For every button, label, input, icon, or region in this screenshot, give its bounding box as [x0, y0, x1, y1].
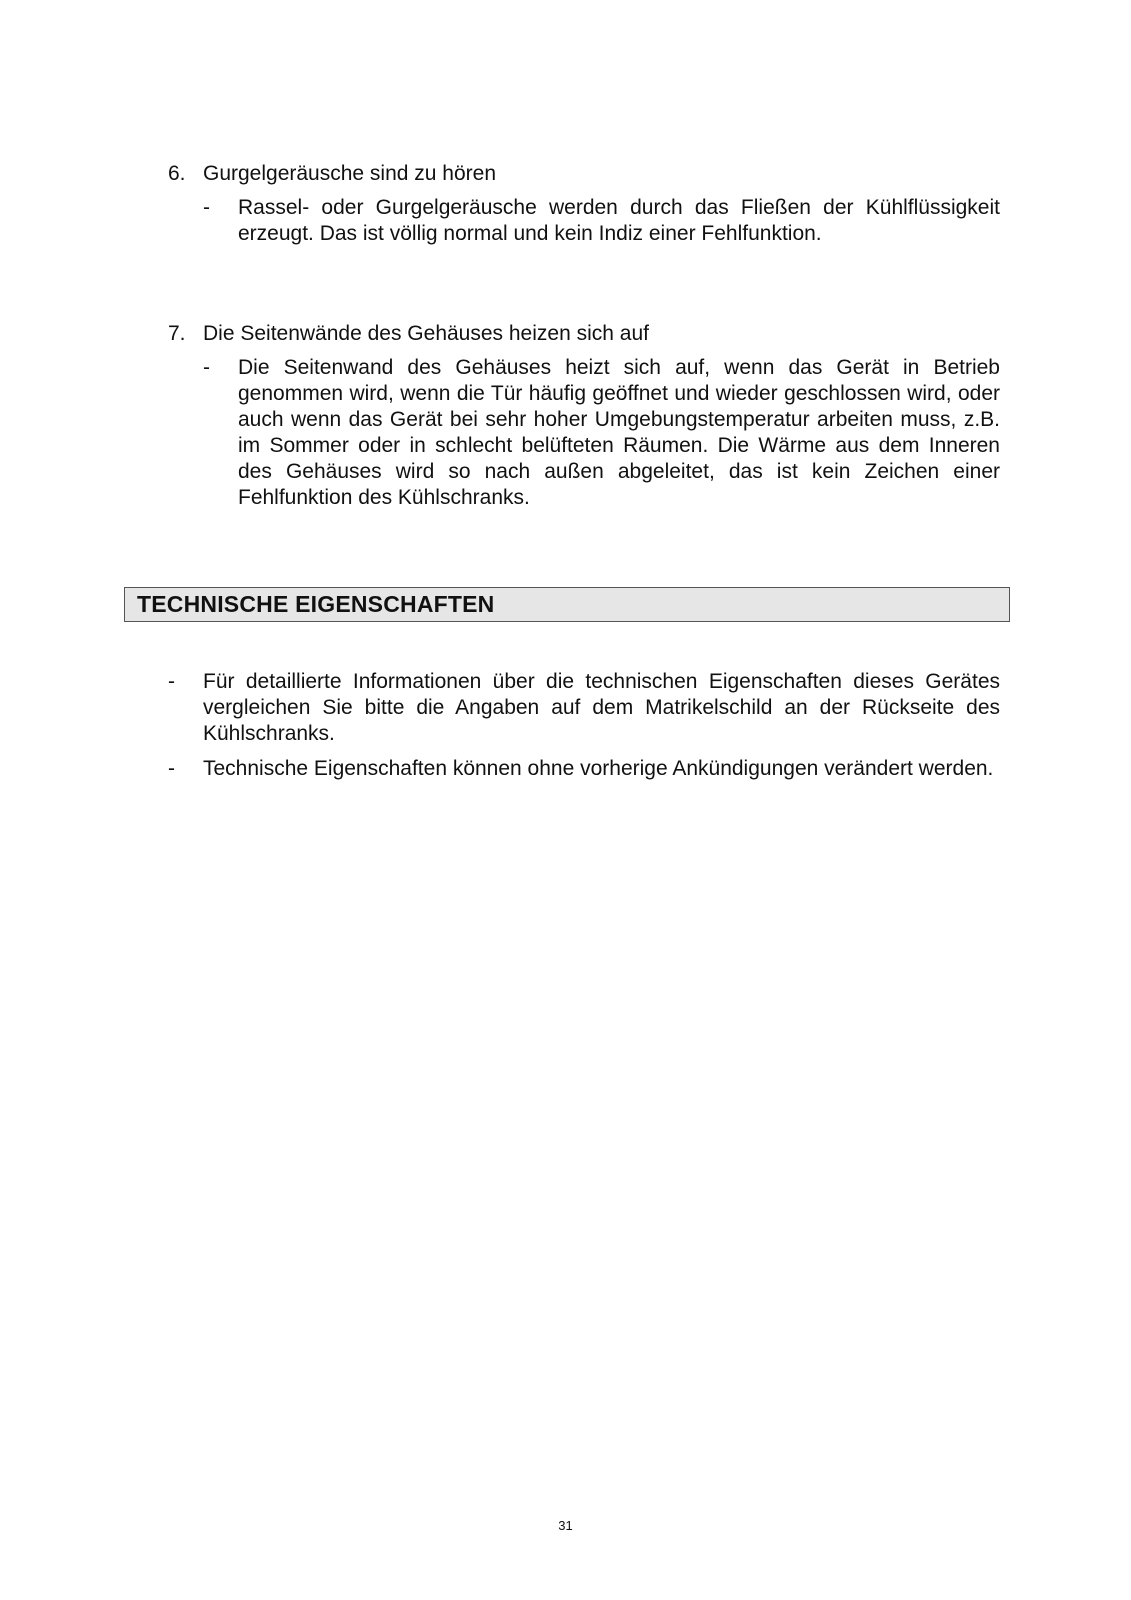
dash-marker: -: [203, 196, 210, 219]
numbered-item-7: [168, 321, 1000, 511]
list-item-text: Rassel- oder Gurgelgeräusche werden durch das Fließen der Kühlflüssigkeit erzeugt. Das ist völlig normal und kein Indiz einer Fehlfunktion.: [238, 196, 1000, 245]
item-heading: [168, 321, 1000, 347]
section-header-bar: [124, 587, 1010, 622]
section-title: TECHNISCHE EIGENSCHAFTEN: [137, 591, 495, 617]
list-item: [168, 195, 1000, 247]
item-heading: [168, 161, 1000, 187]
item-number: 6.: [168, 162, 186, 185]
item-heading-text: Die Seitenwände des Gehäuses heizen sich auf: [203, 322, 649, 345]
list-item-text: Technische Eigenschaften können ohne vorherige Ankündigungen verändert werden.: [203, 757, 994, 780]
page-number: 31: [558, 1518, 573, 1533]
list-item: [168, 355, 1000, 511]
item-number: 7.: [168, 322, 186, 345]
list-item-text: Für detaillierte Informationen über die technischen Eigenschaften dieses Gerätes vergleichen Sie bitte die Angaben auf dem Matrikelschild an der Rückseite des Kühlschranks.: [203, 670, 1000, 745]
list-item: [168, 756, 1000, 782]
section-bullet-list: [168, 669, 1000, 782]
item-heading-text: Gurgelgeräusche sind zu hören: [203, 162, 497, 185]
dash-marker: -: [168, 670, 175, 693]
numbered-item-6: [168, 161, 1000, 247]
dash-marker: -: [203, 356, 210, 379]
list-item: [168, 669, 1000, 747]
dash-marker: -: [168, 757, 175, 780]
list-item-text: Die Seitenwand des Gehäuses heizt sich auf, wenn das Gerät in Betrieb genommen wird, wenn die Tür häufig geöffnet und wieder geschlossen wird, oder auch wenn das Gerät bei sehr hoher Umgebungstemperatur arbeiten muss, z.B. im Sommer oder in schlecht belüfteten Räumen. Die Wärme aus dem Inneren des Gehäuses wird so nach außen abgeleitet, das ist kein Zeichen einer Fehlfunktion des Kühlschranks.: [238, 356, 1000, 509]
